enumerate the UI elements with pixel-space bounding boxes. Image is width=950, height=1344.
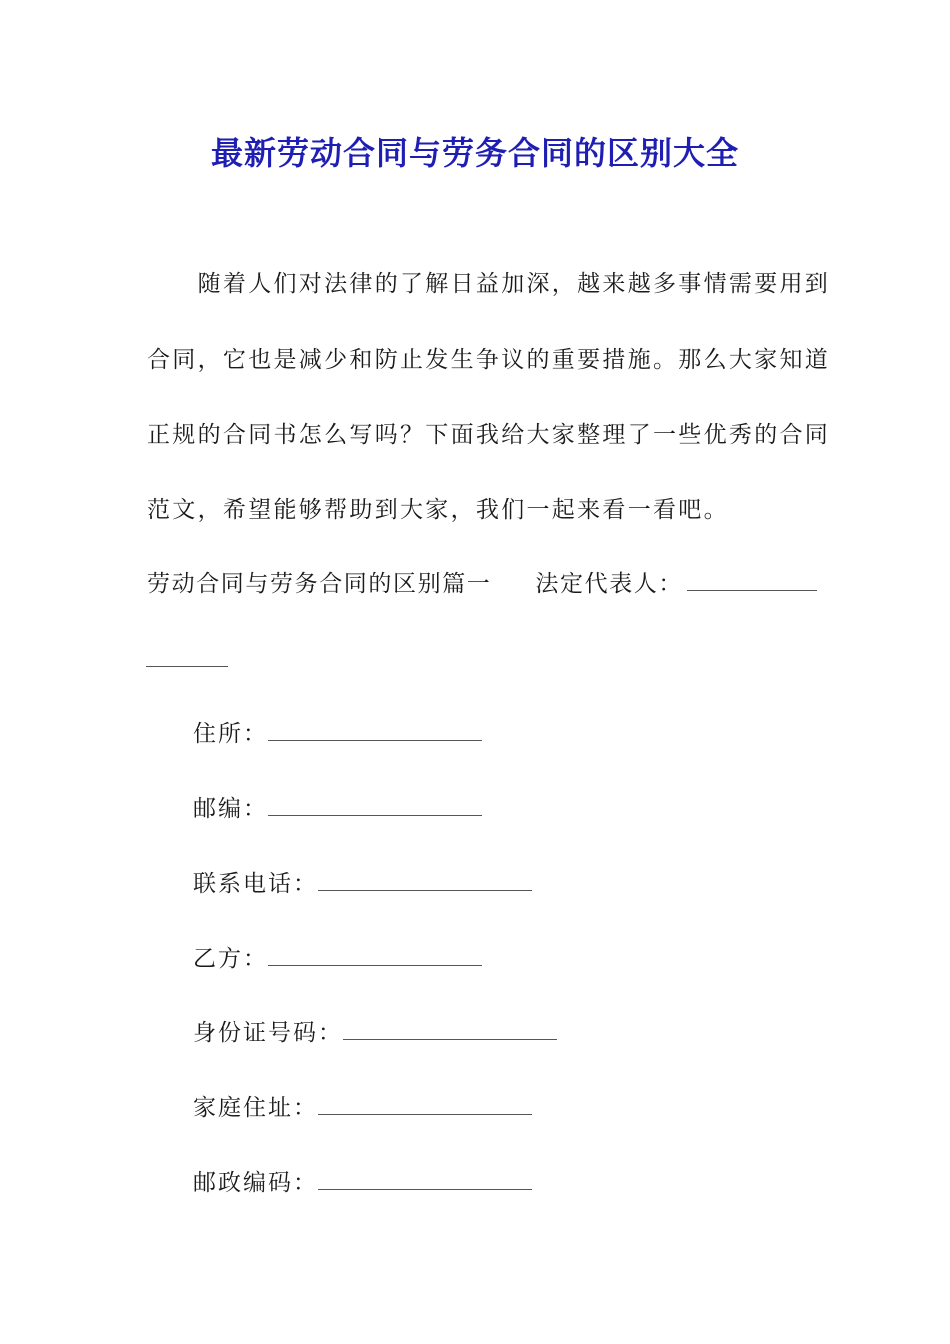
- field-blank[interactable]: [268, 789, 482, 816]
- field-blank[interactable]: [318, 864, 532, 891]
- field-row-zip-code: [193, 1163, 532, 1203]
- field-row-party-b: [193, 939, 482, 979]
- field-row-home-address: [193, 1088, 532, 1128]
- field-blank[interactable]: [343, 1013, 557, 1040]
- field-blank[interactable]: [268, 939, 482, 966]
- field-label: 身份证号码：: [193, 1020, 343, 1046]
- field-label: 联系电话：: [193, 871, 318, 897]
- legal-rep-label: 法定代表人：: [535, 571, 684, 597]
- field-label: 邮政编码：: [193, 1170, 318, 1196]
- field-label: 邮编：: [193, 796, 268, 822]
- intro-line-2: 合同，它也是减少和防止发生争议的重要措施。那么大家知道: [147, 347, 831, 373]
- field-row-id-number: [193, 1013, 557, 1053]
- field-row-postcode: [193, 789, 482, 829]
- field-label: 乙方：: [193, 946, 268, 972]
- field-blank[interactable]: [318, 1163, 532, 1190]
- field-blank[interactable]: [318, 1088, 532, 1115]
- intro-line-3: 正规的合同书怎么写吗？下面我给大家整理了一些优秀的合同: [147, 422, 831, 448]
- intro-line-4: 范文，希望能够帮助到大家，我们一起来看一看吧。: [147, 497, 729, 523]
- section-heading: 劳动合同与劳务合同的区别篇一: [147, 571, 492, 597]
- intro-line-1: 随着人们对法律的了解日益加深，越来越多事情需要用到: [147, 271, 831, 297]
- field-row-address: [193, 714, 482, 754]
- document-title: 最新劳动合同与劳务合同的区别大全: [210, 134, 739, 172]
- legal-rep-blank[interactable]: [687, 564, 817, 591]
- field-blank[interactable]: [268, 714, 482, 741]
- field-label: 家庭住址：: [193, 1095, 318, 1121]
- field-row-phone: [193, 864, 532, 904]
- legal-rep-blank-continued[interactable]: [146, 666, 228, 667]
- field-label: 住所：: [193, 721, 268, 747]
- section-heading-row: [147, 564, 817, 604]
